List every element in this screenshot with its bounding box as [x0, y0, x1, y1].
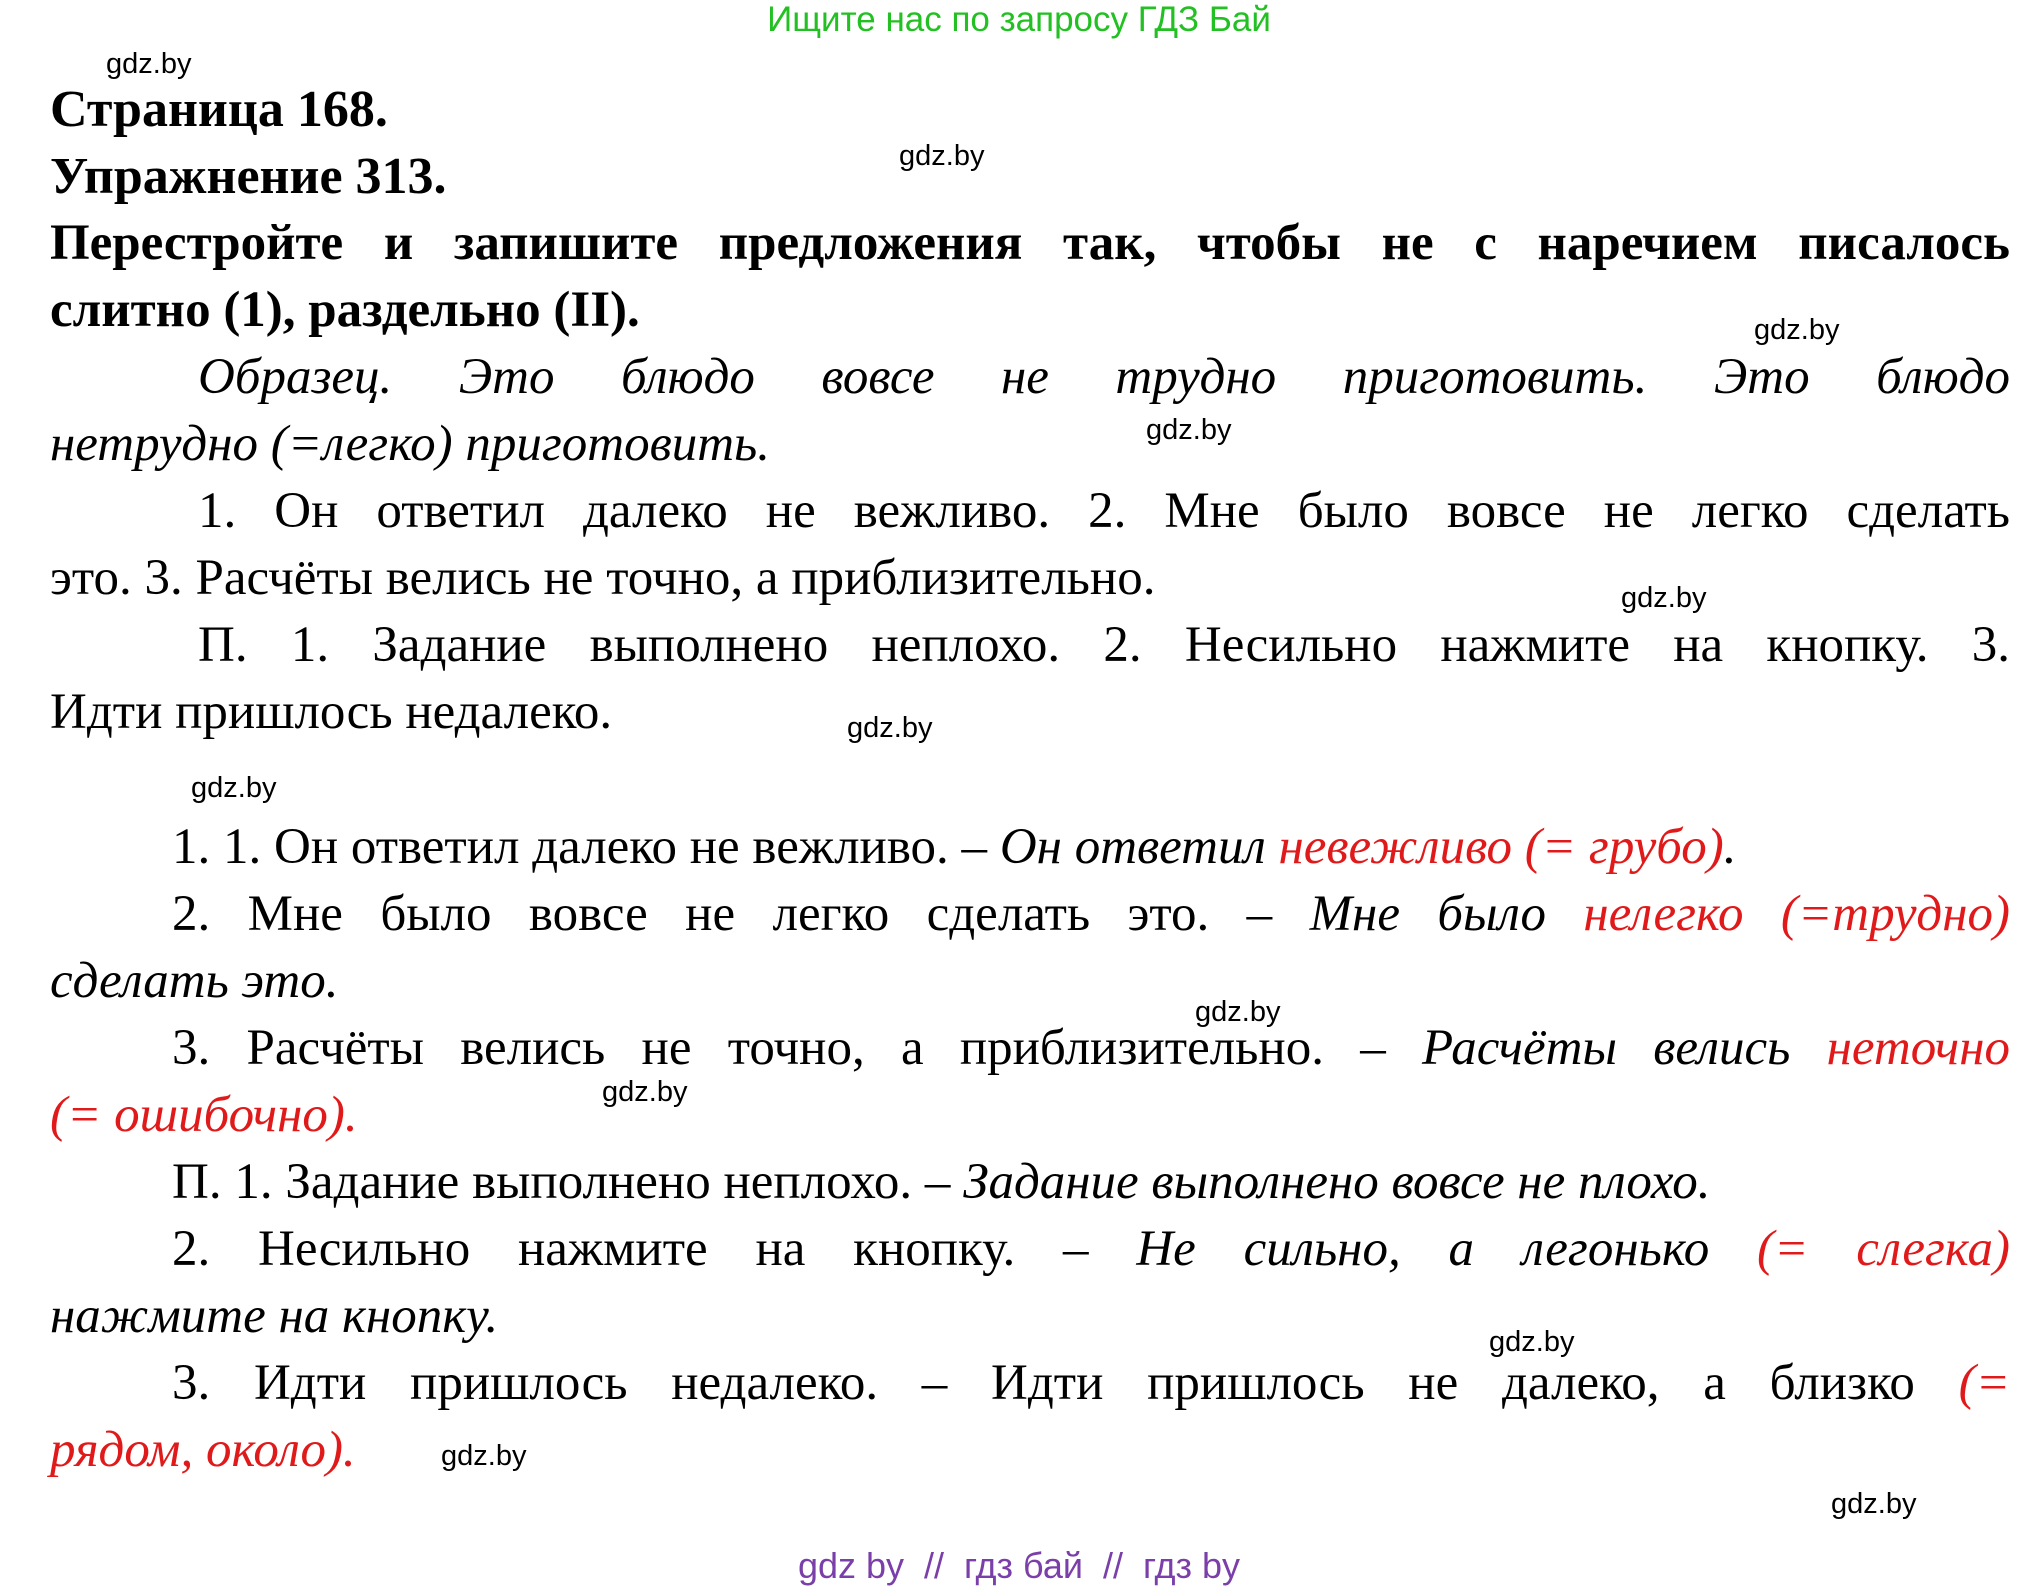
- answer-rewrite: Не сильно, а легонько: [1136, 1221, 1758, 1277]
- document-page: [50, 76, 2010, 1484]
- answer-highlight: (=: [1958, 1355, 2010, 1411]
- answer-1-2-cont: сделать это.: [50, 953, 339, 1009]
- answer-1-3-cont: (= ошибочно).: [50, 1087, 358, 1143]
- answer-original: 3. Расчёты велись не точно, а приблизительно. –: [172, 1020, 1422, 1076]
- spacer: [50, 746, 2010, 814]
- task-line-2: слитно (1), раздельно (II).: [50, 282, 640, 338]
- answer-highlight: невежливо (= грубо): [1278, 819, 1724, 875]
- answer-original: 3. Идти пришлось недалеко. – Идти пришлось не далеко, а близко: [172, 1355, 1959, 1411]
- watermark: gdz.by: [847, 712, 933, 744]
- answer-highlight: (= слегка): [1757, 1221, 2010, 1277]
- answer-1-3: [50, 1015, 2010, 1082]
- answer-2-2-cont: нажмите на кнопку.: [50, 1288, 499, 1344]
- bottom-banner[interactable]: gdz by // гдз бай // гдз by: [797, 1545, 1241, 1586]
- answer-rewrite: Расчёты велись: [1421, 1020, 1827, 1076]
- answer-2-1: [50, 1149, 2010, 1216]
- answer-rewrite: Он ответил: [999, 819, 1279, 875]
- answer-1-1: [50, 814, 2010, 881]
- answer-rewrite: Мне было: [1309, 886, 1584, 942]
- watermark: gdz.by: [1146, 414, 1232, 446]
- sample-line-1: Образец. Это блюдо вовсе не трудно приготовить. Это блюдо: [198, 349, 2010, 405]
- watermark: gdz.by: [1195, 996, 1281, 1028]
- answer-2-3: [50, 1350, 2010, 1417]
- answer-2-2: [50, 1216, 2010, 1283]
- watermark: gdz.by: [441, 1440, 527, 1472]
- answer-original: 2. Мне было вовсе не легко сделать это. –: [172, 886, 1310, 942]
- answer-highlight: нелегко (=трудно): [1583, 886, 2010, 942]
- watermark: gdz.by: [899, 140, 985, 172]
- part2-task-line-1: П. 1. Задание выполнено неплохо. 2. Несильно нажмите на кнопку. 3.: [198, 617, 2010, 673]
- page-title: Страница 168.: [50, 81, 388, 138]
- answer-2-3-cont: рядом, около).: [50, 1422, 356, 1478]
- answer-rewrite: Задание выполнено вовсе не плохо.: [963, 1154, 1711, 1210]
- top-banner[interactable]: Ищите нас по запросу ГДЗ Бай: [767, 0, 1271, 39]
- part2-task-line-2: Идти пришлось недалеко.: [50, 684, 613, 740]
- watermark: gdz.by: [1489, 1326, 1575, 1358]
- answer-1-2: [50, 881, 2010, 948]
- task-line-1: Перестройте и запишите предложения так, чтобы не с наречием писалось: [50, 215, 2010, 271]
- part1-task-line-1: 1. Он ответил далеко не вежливо. 2. Мне было вовсе не легко сделать: [198, 483, 2010, 539]
- watermark: gdz.by: [602, 1076, 688, 1108]
- answer-original: 2. Несильно нажмите на кнопку. –: [172, 1221, 1137, 1277]
- watermark: gdz.by: [1754, 314, 1840, 346]
- answer-highlight: неточно: [1826, 1020, 2010, 1076]
- watermark: gdz.by: [1621, 582, 1707, 614]
- watermark: gdz.by: [1831, 1488, 1917, 1520]
- answer-original: 1. 1. Он ответил далеко не вежливо. –: [172, 819, 1000, 875]
- answer-end: .: [1723, 819, 1737, 875]
- sample-line-2: нетрудно (=легко) приготовить.: [50, 416, 771, 472]
- watermark: gdz.by: [191, 772, 277, 804]
- part1-task-line-2: это. 3. Расчёты велись не точно, а приблизительно.: [50, 550, 1156, 606]
- answer-original: П. 1. Задание выполнено неплохо. –: [172, 1154, 964, 1210]
- watermark: gdz.by: [106, 48, 192, 80]
- exercise-title: Упражнение 313.: [50, 148, 447, 205]
